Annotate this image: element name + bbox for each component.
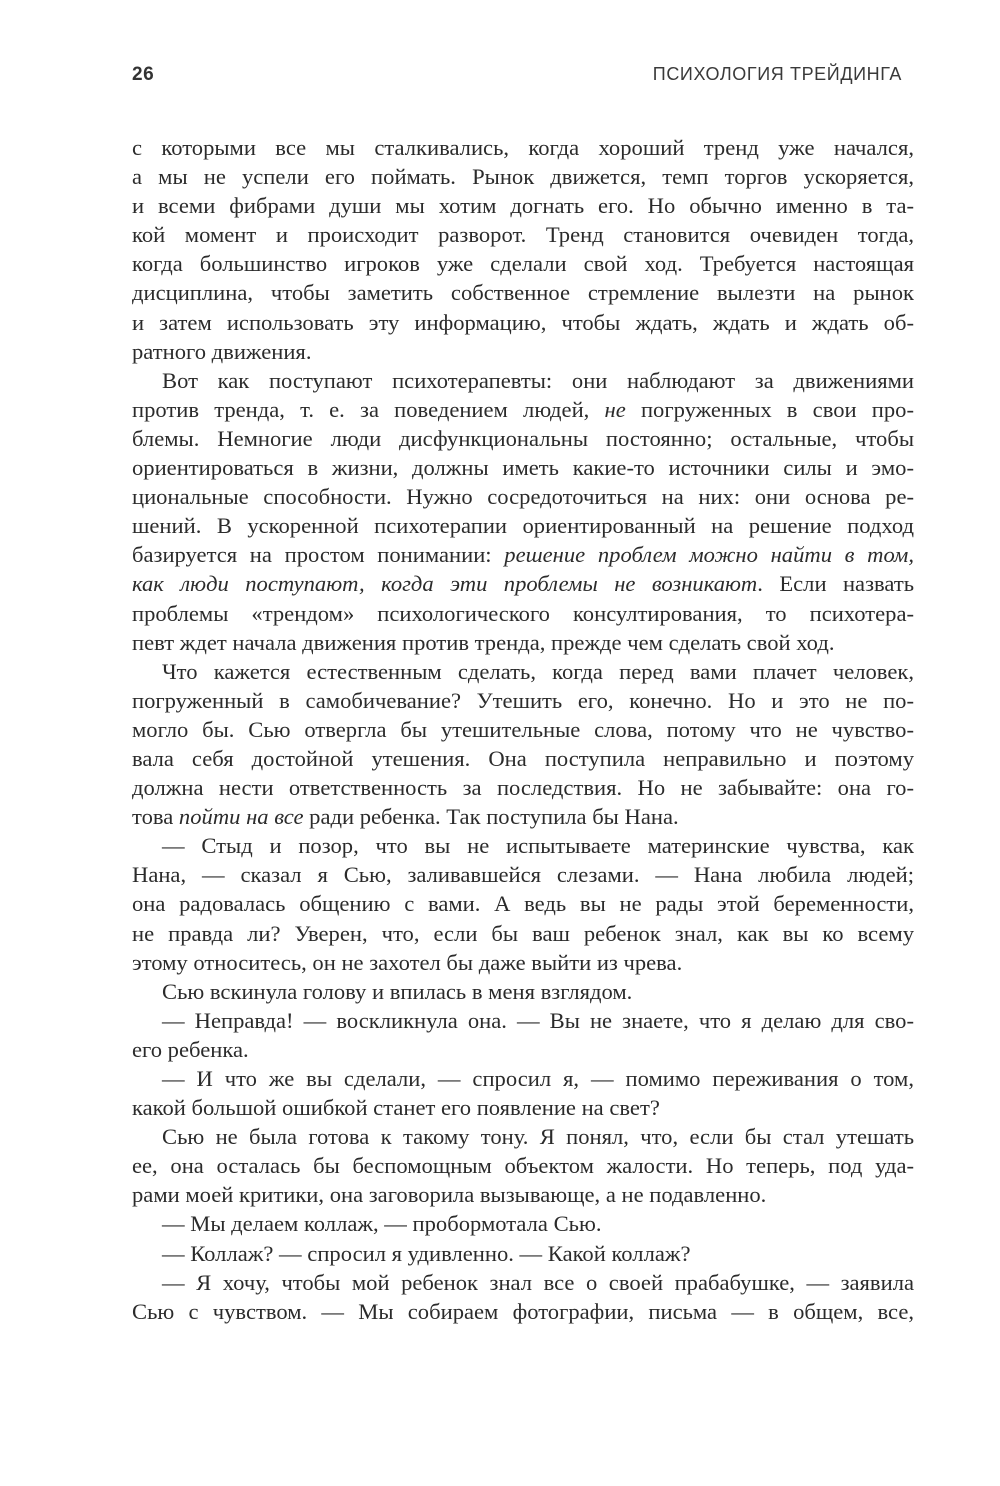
text-segment: това [132,804,179,830]
text-segment: Сью вскинула голову и впилась в меня взглядом. [162,978,633,1004]
text-line [132,744,914,773]
text-segment: певт ждет начала движения против тренда, прежде чем сделать свой ход. [132,629,835,655]
text-segment: базируется на простом понимании: [132,542,505,568]
text-segment: погруженный в самобичевание? Утешить его, конечно. Но и это не по- [132,687,914,713]
text-line [132,249,914,278]
text-line [132,395,914,424]
text-segment: . Если назвать [757,571,914,597]
text-line [132,715,914,744]
text-segment: ратного движения. [132,338,312,364]
text-segment: должна нести ответственность за последствия. Но не забывайте: она го- [132,775,914,801]
text-line [132,1093,914,1122]
text-line [132,511,914,540]
text-line [132,1122,914,1151]
text-line [132,860,914,889]
text-line [132,1035,914,1064]
text-line [132,453,914,482]
text-segment: и затем использовать эту информацию, чтобы ждать, ждать и ждать об- [132,309,914,335]
text-line [132,831,914,860]
text-line [132,948,914,977]
italic-text: как люди поступают, когда эти проблемы не возникают [132,571,758,597]
text-segment: с которыми все мы сталкивались, когда хороший тренд уже начался, [132,135,914,160]
text-line [132,569,914,598]
text-segment: ее, она осталась бы беспомощным объектом жалости. Но теперь, под уда- [132,1153,914,1179]
text-line [132,1151,914,1180]
text-segment: дисциплина, чтобы заметить собственное стремление вылезти на рынок [132,280,914,306]
text-segment: когда большинство игроков уже сделали свой ход. Требуется настоящая [132,251,914,277]
text-segment: вала себя достойной утешения. Она поступила неправильно и поэтому [132,745,914,771]
text-segment: а мы не успели его поймать. Рынок движется, темп торгов ускоряется, [132,164,914,190]
text-line [132,540,914,569]
text-line [132,337,914,366]
text-segment: — И что же вы сделали, — спросил я, — помимо переживания о том, [162,1066,914,1091]
text-segment: погруженных в свои про- [625,396,914,422]
text-segment: — Мы делаем коллаж, — пробормотала Сью. [162,1211,602,1237]
text-line [132,977,914,1006]
text-line [132,308,914,337]
text-line [132,1297,914,1326]
text-line [132,1064,914,1093]
text-line [132,773,914,802]
text-line [132,366,914,395]
text-segment: его ребенка. [132,1036,249,1062]
text-segment: — Неправда! — воскликнула она. — Вы не знаете, что я делаю для сво- [162,1007,914,1033]
text-line [132,424,914,453]
text-segment: — Коллаж? — спросил я удивленно. — Какой коллаж? [162,1240,691,1266]
text-segment: Нана, — сказал я Сью, заливавшейся слезами. — Нана любила людей; [132,862,914,888]
text-segment: могло бы. Сью отвергла бы утешительные слова, потому что не чувство- [132,716,914,742]
text-segment: рами моей критики, она заговорила вызывающе, а не подавленно. [132,1182,767,1208]
text-line [132,889,914,918]
italic-text: не [604,396,626,422]
text-line [132,802,914,831]
text-segment: какой большой ошибкой станет его появление на свет? [132,1095,660,1121]
text-segment: циональные способности. Нужно сосредоточиться на них: они основа ре- [132,484,914,510]
text-segment: блемы. Немногие люди дисфункциональны постоянно; остальные, чтобы [132,425,914,451]
page-number: 26 [132,64,155,85]
text-segment: и всеми фибрами души мы хотим догнать его. Но обычно именно в та- [132,193,914,219]
text-segment: Что кажется естественным сделать, когда перед вами плачет человек, [162,658,914,684]
text-line [132,1006,914,1035]
text-segment: ради ребенка. Так поступила бы Нана. [303,804,679,830]
italic-text: пойти на все [178,804,304,830]
text-line [132,162,914,191]
text-segment: против тренда, т. е. за поведением людей, [132,396,605,422]
italic-text: решение проблем можно найти в том, [504,542,914,568]
running-title: ПСИХОЛОГИЯ ТРЕЙДИНГА [652,64,902,84]
text-segment: Вот как поступают психотерапевты: они наблюдают за движениями [162,367,914,393]
text-line [132,1268,914,1297]
text-line [132,133,914,162]
text-line [132,657,914,686]
text-segment: Сью с чувством. — Мы собираем фотографии, письма — в общем, все, [132,1298,914,1324]
text-line [132,628,914,657]
text-segment: ориентироваться в жизни, должны иметь какие-то источники силы и эмо- [132,455,914,481]
text-segment: шений. В ускоренной психотерапии ориентированный на решение подход [132,513,914,539]
text-line [132,1239,914,1268]
text-segment: она радовалась общению с вами. А ведь вы не рады этой беременности, [132,891,914,917]
text-line [132,1209,914,1238]
text-segment: не правда ли? Уверен, что, если бы ваш ребенок знал, как вы ко всему [132,920,914,946]
page-header [132,64,902,92]
text-line [132,1180,914,1209]
text-segment: кой момент и происходит разворот. Тренд становится очевиден тогда, [132,222,914,248]
text-line [132,191,914,220]
body-text [132,133,914,1326]
text-line [132,599,914,628]
text-line [132,482,914,511]
text-segment: — Я хочу, чтобы мой ребенок знал все о своей прабабушке, — заявила [162,1269,914,1295]
text-line [132,278,914,307]
text-segment: проблемы «трендом» психологического консултирования, то психотера- [132,600,914,626]
text-line [132,220,914,249]
text-segment: этому относитесь, он не захотел бы даже выйти из чрева. [132,949,683,975]
text-line [132,919,914,948]
text-line [132,686,914,715]
text-segment: Сью не была готова к такому тону. Я понял, что, если бы стал утешать [162,1124,914,1150]
text-segment: — Стыд и позор, что вы не испытываете материнские чувства, как [162,833,914,859]
